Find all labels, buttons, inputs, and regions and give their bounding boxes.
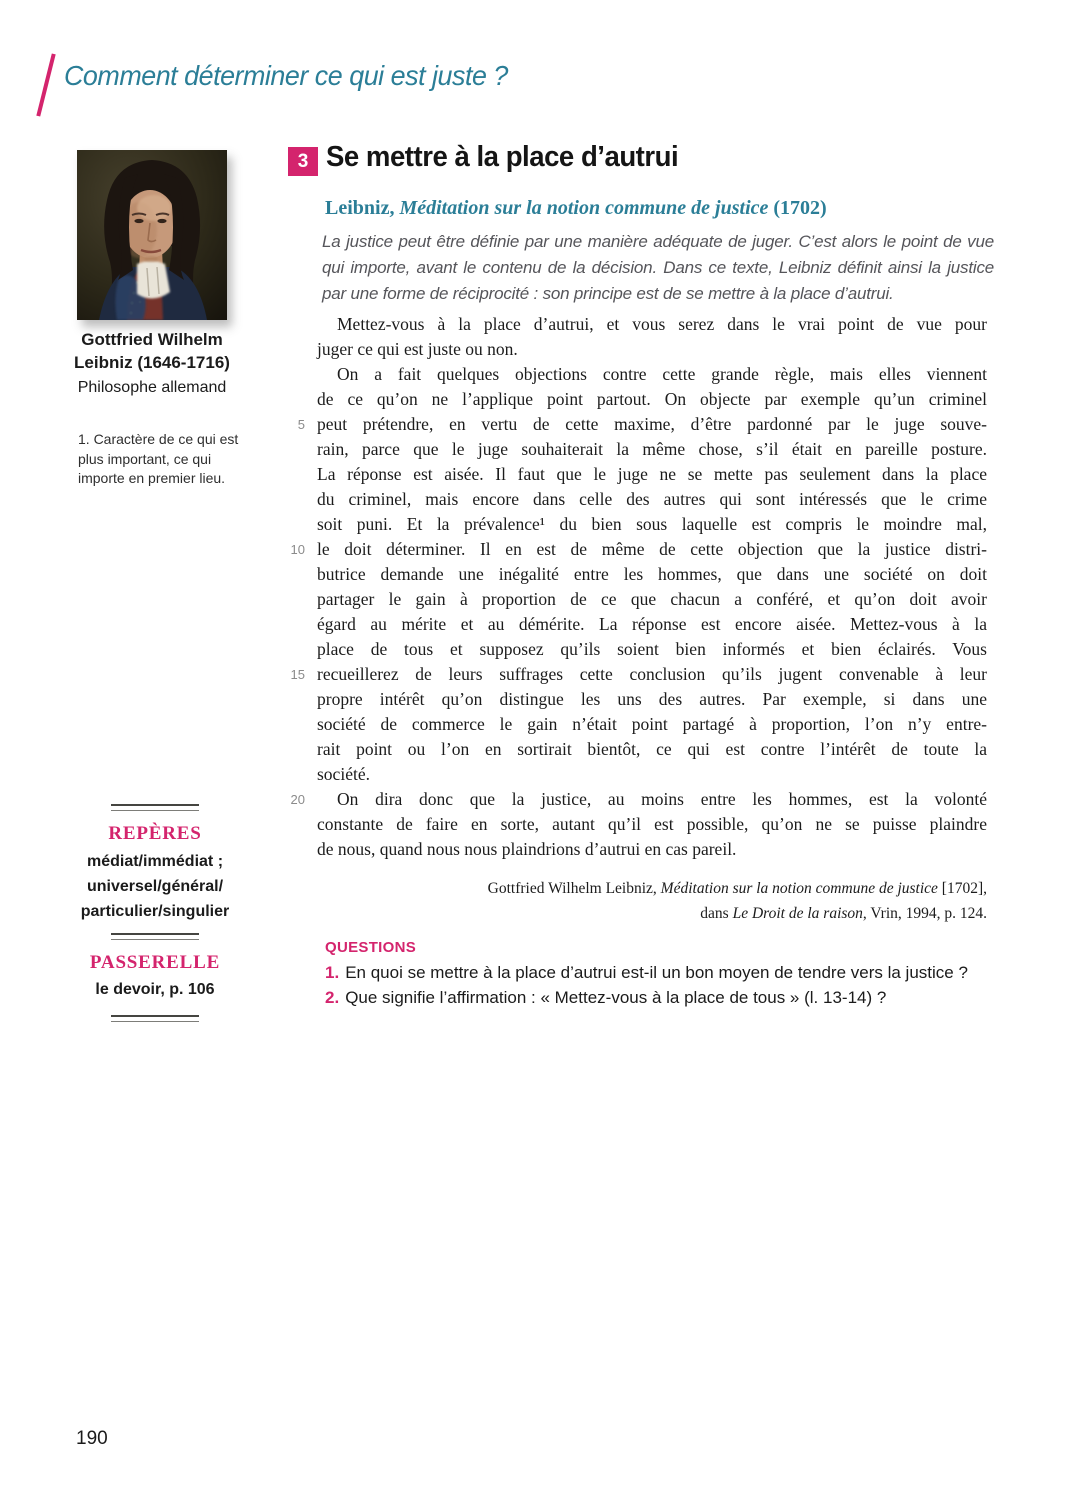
line-number xyxy=(283,762,317,787)
text-line: On a fait quelques objections contre cette grande règle, mais elles viennent xyxy=(283,362,987,387)
line-number: 15 xyxy=(290,667,305,682)
author-name-line2: Leibniz (1646-1716) xyxy=(74,353,230,372)
line-number: 10 xyxy=(290,542,305,557)
line-number: 20 xyxy=(290,792,305,807)
text-line: société de commerce le gain n’était point partagé à proportion, l’on n’y entre- xyxy=(283,712,987,737)
text-line: 15 recueillerez de leurs suffrages cette conclusion qu’ils jugent convenable à leur xyxy=(283,662,987,687)
line-number xyxy=(283,512,317,537)
text-line: place de tous et supposez qu’ils soient bien informés et bien éclairés. Vous xyxy=(283,637,987,662)
line-number xyxy=(283,712,317,737)
text-line: propre intérêt qu’on distingue les uns des autres. Par exemple, si dans une xyxy=(283,687,987,712)
line-number xyxy=(283,837,317,862)
intro-paragraph: La justice peut être définie par une manière adéquate de juger. C’est alors le point de vue qui importe, avant le contenu de la décision. Dans ce texte, Leibniz définit ainsi la justice par une forme de réciprocité : son principe est de se mettre à la place d’autrui. xyxy=(322,232,994,303)
line-number xyxy=(283,462,317,487)
header-slash-icon xyxy=(36,53,55,116)
section-number-badge: 3 xyxy=(288,147,318,176)
source-work-title: Méditation sur la notion commune de justice xyxy=(399,197,769,219)
line-number xyxy=(283,337,317,362)
line-number xyxy=(283,637,317,662)
text-line: égard au mérite et au démérite. La réponse est encore aisée. Mettez-vous à la xyxy=(283,612,987,637)
attribution-line1: Gottfried Wilhelm Leibniz, Méditation sur la notion commune de justice [1702], xyxy=(487,880,987,897)
text-line: constante de faire en sorte, autant qu’il est possible, qu’on ne se puisse plaindre xyxy=(283,812,987,837)
text-line: 20 On dira donc que la justice, au moins entre les hommes, est la volonté xyxy=(283,787,987,812)
source-author: Leibniz, xyxy=(325,197,400,219)
attribution-line2: dans Le Droit de la raison, Vrin, 1994, p. 124. xyxy=(700,905,987,922)
author-name-line1: Gottfried Wilhelm xyxy=(81,330,223,349)
text-line: La réponse est aisée. Il faut que le juge ne se mette pas seulement dans la place xyxy=(283,462,987,487)
text-line: butrice demande une inégalité entre les hommes, que dans une société on doit xyxy=(283,562,987,587)
text-line: rain, parce que le juge souhaiterait la même chose, s’il était en pareille posture. xyxy=(283,437,987,462)
text-line: partager le gain à proportion de ce que chacun a conféré, et qu’on doit avoir xyxy=(283,587,987,612)
text-line: Mettez-vous à la place d’autrui, et vous serez dans le vrai point de vue pour xyxy=(283,312,987,337)
line-number xyxy=(283,487,317,512)
passerelle-reference: le devoir, p. 106 xyxy=(95,981,215,998)
text-line: soit puni. Et la prévalence¹ du bien sous laquelle est compris le moindre mal, xyxy=(283,512,987,537)
reperes-item: universel/général/ xyxy=(86,878,224,895)
divider xyxy=(111,804,199,811)
chapter-question-title: Comment déterminer ce qui est juste ? xyxy=(64,60,508,91)
text-line: de nous, quand nous nous plaindrions d’autrui en cas pareil. xyxy=(283,837,987,862)
divider xyxy=(111,1015,199,1022)
quoted-text xyxy=(283,312,987,862)
line-number xyxy=(283,387,317,412)
reperes-item: médiat/immédiat ; xyxy=(86,853,224,870)
line-number xyxy=(283,687,317,712)
author-role: Philosophe allemand xyxy=(77,379,227,396)
questions-section xyxy=(325,939,987,1010)
reperes-item: particulier/singulier xyxy=(80,903,230,920)
line-number xyxy=(283,812,317,837)
text-line: société. xyxy=(283,762,987,787)
leibniz-portrait xyxy=(77,150,227,320)
question-number: 2. xyxy=(325,987,340,1007)
line-number xyxy=(283,737,317,762)
reference-box xyxy=(70,804,240,1022)
source-heading xyxy=(325,197,827,220)
reperes-title: REPÈRES xyxy=(108,823,202,844)
line-number xyxy=(283,562,317,587)
line-number xyxy=(283,437,317,462)
text-line: 5 peut prétendre, en vertu de cette maxime, d’être pardonné par le juge souve- xyxy=(283,412,987,437)
question-item: 2. Que signifie l’affirmation : « Mettez-vous à la place de tous » (l. 13-14) ? xyxy=(325,987,887,1007)
portrait-caption xyxy=(62,328,242,400)
divider xyxy=(111,933,199,940)
text-line: juger ce qui est juste ou non. xyxy=(283,337,987,362)
text-line: du criminel, mais encore dans celle des autres qui sont intéressés que le crime xyxy=(283,487,987,512)
line-number: 5 xyxy=(297,417,305,432)
text-line: de ce qu’on ne l’applique point partout. On objecte par exemple qu’un criminel xyxy=(283,387,987,412)
vocabulary-footnote: 1. Caractère de ce qui est plus important, ce qui importe en premier lieu. xyxy=(78,431,239,486)
source-year: (1702) xyxy=(768,197,827,219)
question-number: 1. xyxy=(325,963,340,982)
line-number xyxy=(283,362,317,387)
page-number: 190 xyxy=(76,1428,108,1449)
line-number xyxy=(283,587,317,612)
text-line: rait point ou l’on en sortirait bientôt, ce qui est contre l’intérêt de toute la xyxy=(283,737,987,762)
line-number xyxy=(283,312,317,337)
section-title: Se mettre à la place d’autrui xyxy=(326,141,679,173)
text-line: 10 le doit déterminer. Il en est de même de cette objection que la justice distri- xyxy=(283,537,987,562)
passerelle-title: PASSERELLE xyxy=(89,952,221,973)
source-attribution xyxy=(450,876,987,926)
questions-label: QUESTIONS xyxy=(325,939,417,956)
line-number xyxy=(283,612,317,637)
question-item: 1. En quoi se mettre à la place d’autrui est-il un bon moyen de tendre vers la justice ? xyxy=(325,963,968,982)
